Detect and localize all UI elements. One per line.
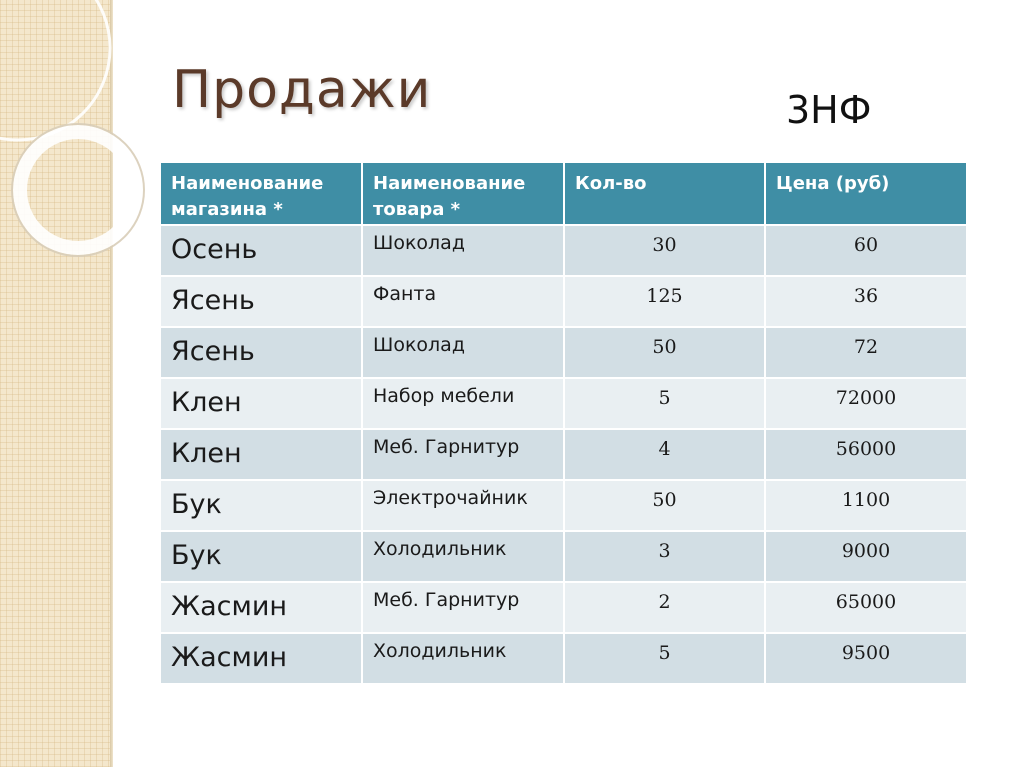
sidebar-pattern (0, 0, 110, 767)
cell-quantity: 30 (564, 225, 765, 276)
cell-price: 9000 (765, 531, 967, 582)
page-title: Продажи (172, 60, 432, 120)
normal-form-label: 3НФ (786, 88, 872, 132)
header-store-name: Наименование магазина * (160, 162, 362, 225)
cell-store: Бук (160, 531, 362, 582)
cell-product: Фанта (362, 276, 564, 327)
table-row (160, 276, 967, 327)
cell-price: 9500 (765, 633, 967, 684)
table-row (160, 480, 967, 531)
table-row (160, 429, 967, 480)
cell-quantity: 50 (564, 480, 765, 531)
cell-store: Жасмин (160, 633, 362, 684)
cell-store: Клен (160, 378, 362, 429)
table-row (160, 378, 967, 429)
table-row (160, 327, 967, 378)
cell-product: Холодильник (362, 531, 564, 582)
cell-price: 1100 (765, 480, 967, 531)
header-product-name: Наименование товара * (362, 162, 564, 225)
table-row (160, 582, 967, 633)
cell-price: 36 (765, 276, 967, 327)
cell-product: Электрочайник (362, 480, 564, 531)
cell-quantity: 125 (564, 276, 765, 327)
cell-store: Ясень (160, 276, 362, 327)
header-price: Цена (руб) (765, 162, 967, 225)
cell-store: Жасмин (160, 582, 362, 633)
table-row (160, 531, 967, 582)
cell-store: Ясень (160, 327, 362, 378)
cell-quantity: 3 (564, 531, 765, 582)
cell-quantity: 50 (564, 327, 765, 378)
sales-table (159, 161, 968, 685)
cell-product: Меб. Гарнитур (362, 429, 564, 480)
table-row (160, 633, 967, 684)
cell-product: Шоколад (362, 327, 564, 378)
cell-store: Клен (160, 429, 362, 480)
cell-product: Шоколад (362, 225, 564, 276)
cell-quantity: 5 (564, 633, 765, 684)
cell-store: Бук (160, 480, 362, 531)
cell-price: 65000 (765, 582, 967, 633)
cell-quantity: 4 (564, 429, 765, 480)
cell-quantity: 5 (564, 378, 765, 429)
header-quantity: Кол-во (564, 162, 765, 225)
table-header-row (160, 162, 967, 225)
cell-price: 72000 (765, 378, 967, 429)
cell-price: 72 (765, 327, 967, 378)
sidebar-edge (110, 0, 113, 767)
cell-store: Осень (160, 225, 362, 276)
cell-quantity: 2 (564, 582, 765, 633)
cell-product: Набор мебели (362, 378, 564, 429)
cell-price: 56000 (765, 429, 967, 480)
cell-product: Меб. Гарнитур (362, 582, 564, 633)
table-row (160, 225, 967, 276)
cell-price: 60 (765, 225, 967, 276)
cell-product: Холодильник (362, 633, 564, 684)
